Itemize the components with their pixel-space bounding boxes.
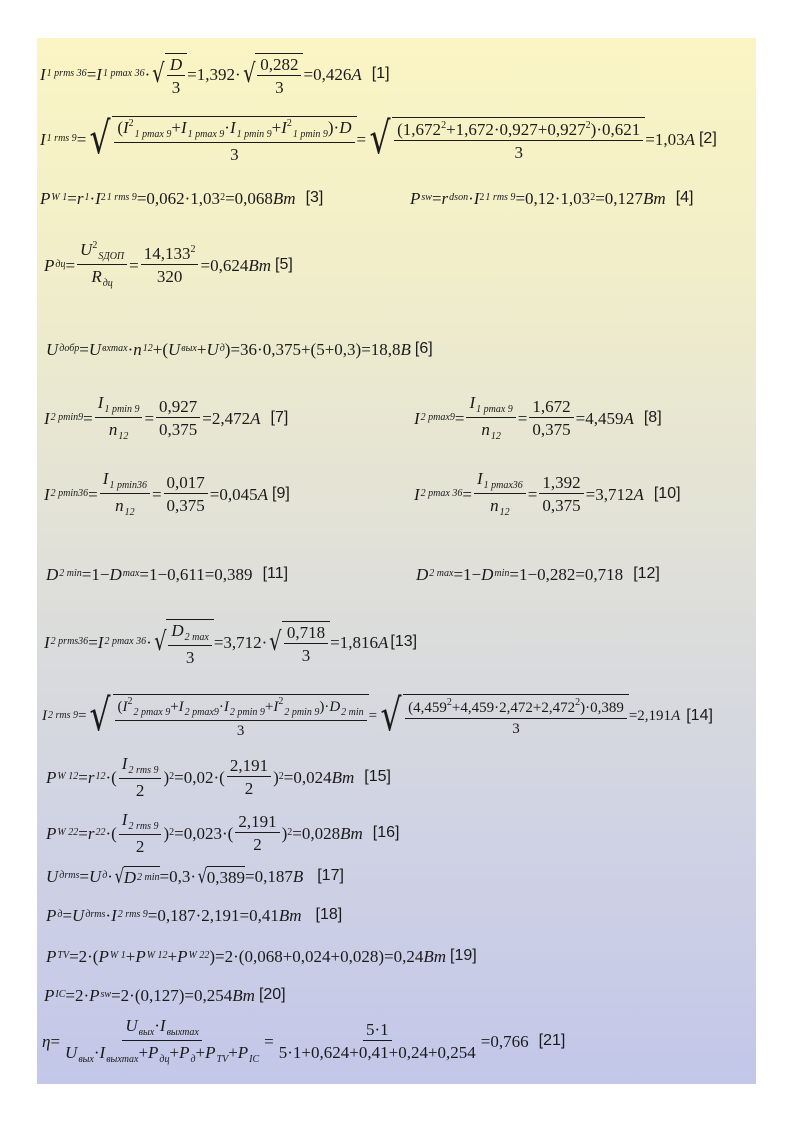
- equation-13: I 2 prms36 = I 2 pmax 36 · √ $\frac{D_{2 max}}{3}$ =3,712· √ $\frac{0,718}{3}$ =1,816 A [13]: [44, 620, 418, 667]
- equation-19: P TV =2·( P W 1 + P W 12 + P W 22 )=2·(0,068+0,024+0,028)=0,24 Bm [19]: [46, 946, 477, 966]
- equation-number: [2]: [698, 130, 717, 147]
- equation-number: [16]: [372, 824, 400, 841]
- equation-number: [20]: [258, 986, 286, 1003]
- equation-12: D 2 max =1− D min =1−0,282=0,718 [12]: [416, 564, 660, 584]
- equation-number: [15]: [364, 768, 391, 785]
- equation-3: P W 1 = r 1 · I 2 1 rms 9 =0,062·1,03 2 =0,068 Bm [3]: [40, 188, 324, 208]
- equation-number: [19]: [450, 947, 477, 964]
- equation-number: [12]: [633, 565, 660, 582]
- equation-14: I 2 rms 9 = √ $\frac{(I^2_{2 pmax 9}+I_{2 pmax9}\cdot I_{2 pmin 9}+I^2_{2 pmin 9})\cdot D_{2 min}}{3}$ = √ $\frac{(4,459^2+4,459\cdot 2,472+2,472^2)\cdot 0,389}{3}$ =2,191 A [14]: [42, 690, 713, 741]
- equation-number: [4]: [675, 189, 694, 206]
- equation-number: [8]: [643, 409, 662, 426]
- equation-4: P sw = r dson · I 2 1 rms 9 =0,12·1,03 2 =0,127 Bm [4]: [410, 188, 694, 208]
- equation-number: [21]: [538, 1032, 566, 1049]
- equation-2: I 1 rms 9 = √ $\frac{(I^2_{1 pmax 9}+I_{1 pmax 9}\cdot I_{1 pmin 9}+I^2_{1 pmin 9})\cdot D}{3}$ = √ $\frac{(1,672^2+1,672\cdot 0,927+0,927^2)\cdot 0,621}{3}$ =1,03 A [2]: [40, 113, 717, 164]
- equation-16: P W 22 = r 22 ·( $\frac{I_{2 rms 9}}{2}$ ) 2 =0,023·( $\frac{2,191}{2}$ ) 2 =0,028 Bm [16]: [46, 810, 400, 856]
- equation-number: [5]: [275, 256, 293, 273]
- equation-15: P W 12 = r 12 ·( $\frac{I_{2 rms 9}}{2}$ ) 2 =0,02·( $\frac{2,191}{2}$ ) 2 =0,024 Bm [15]: [46, 754, 391, 800]
- equation-20: P IC =2· P sw =2·(0,127)=0,254 Bm [20]: [44, 985, 286, 1005]
- equation-number: [11]: [262, 565, 289, 582]
- equation-number: [13]: [390, 633, 418, 650]
- equation-number: [7]: [270, 409, 289, 426]
- equation-number: [3]: [305, 189, 324, 206]
- equation-number: [6]: [414, 340, 433, 357]
- equation-number: [10]: [653, 485, 681, 502]
- equation-21: η = $\frac{U_{вых}\cdot I_{выхmax}}{U_{вых}\cdot I_{выхmax}+P_{дц}+P_д+P_{TV}+P_{IC}}$ = $\frac{5\cdot 1}{5\cdot 1+0,624+0,41+0,24+0,254}$ =0,766 [21]: [42, 1016, 566, 1065]
- equation-1: I 1 prms 36 = I 1 pmax 36 · √ $\frac{D}{3}$ =1,392· √ $\frac{0,282}{3}$ =0,426 A [1]: [40, 54, 390, 97]
- equation-number: [14]: [686, 707, 713, 724]
- equation-9: I 2 pmin36 = $\frac{I_{1 pmin36}}{n_{12}}$ = $\frac{0,017}{0,375}$ =0,045 A [9]: [44, 469, 290, 518]
- equation-10: I 2 pmax 36 = $\frac{I_{1 pmax36}}{n_{12}}$ = $\frac{1,392}{0,375}$ =3,712 A [10]: [414, 469, 681, 518]
- equation-number: [17]: [317, 867, 344, 884]
- equation-5: P дц = $\frac{U^2_{SДОП}}{R_{дц}}$ = $\frac{14,133^2}{320}$ =0,624 Bm [5]: [44, 240, 293, 289]
- equation-number: [18]: [315, 906, 343, 923]
- equation-7: I 2 pmin9 = $\frac{I_{1 pmin 9}}{n_{12}}$ = $\frac{0,927}{0,375}$ =2,472 A [7]: [44, 393, 289, 442]
- equation-8: I 2 pmax9 = $\frac{I_{1 pmax 9}}{n_{12}}$ = $\frac{1,672}{0,375}$ =4,459 A [8]: [414, 393, 662, 442]
- equation-11: D 2 min =1− D max =1−0,611=0,389 [11]: [46, 564, 289, 584]
- equation-17: U дrms = U д · √ D 2 min =0,3· √ 0,389 =0,187 B [17]: [46, 864, 344, 888]
- equation-6: U добр = U вхmax · n 12 +( U вых + U д )=36·0,375+(5+0,3)=18,8 B [6]: [46, 339, 433, 359]
- equation-18: P д = U дrms · I 2 rms 9 =0,187·2,191=0,41 Bm [18]: [46, 905, 343, 925]
- equation-number: [1]: [371, 65, 390, 82]
- equation-number: [9]: [272, 485, 290, 502]
